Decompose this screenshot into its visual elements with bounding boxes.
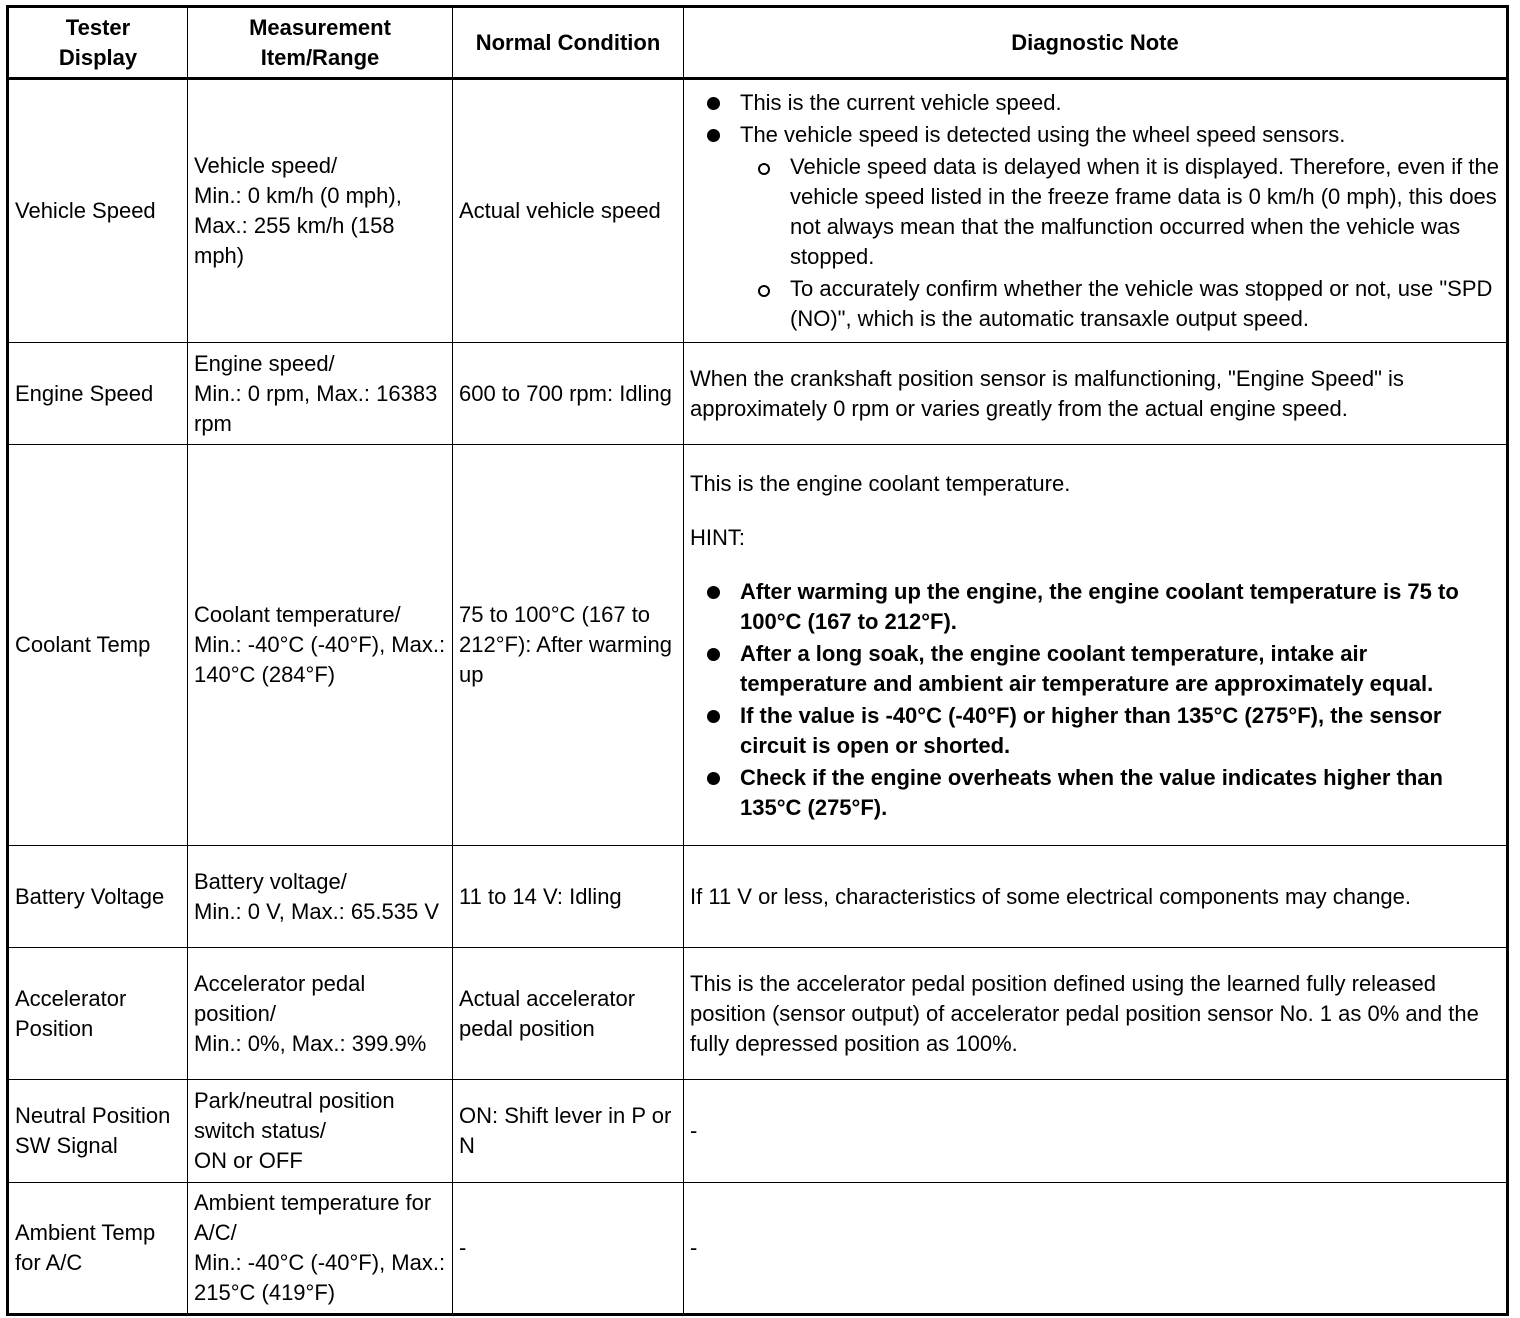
cell-range: Vehicle speed/ Min.: 0 km/h (0 mph), Max.: 255 km/h (158 mph) (188, 79, 453, 343)
data-list-table (6, 5, 1509, 1316)
bullet-icon (707, 772, 720, 785)
circle-bullet-icon (758, 163, 770, 175)
table-row-vehicle-speed (8, 79, 1508, 343)
table-row-battery-voltage (8, 846, 1508, 948)
cell-normal: Actual accelerator pedal position (453, 948, 684, 1080)
cell-normal: - (453, 1183, 684, 1315)
cell-range: Ambient temperature for A/C/ Min.: -40°C (-40°F), Max.: 215°C (419°F) (188, 1183, 453, 1315)
cell-range: Battery voltage/ Min.: 0 V, Max.: 65.535 V (188, 846, 453, 948)
bullet-text: If the value is -40°C (-40°F) or higher than 135°C (275°F), the sensor circuit is open or shorted. (740, 703, 1442, 758)
cell-display: Coolant Temp (8, 445, 188, 846)
list-item (690, 639, 1500, 699)
cell-normal: 11 to 14 V: Idling (453, 846, 684, 948)
list-item (740, 274, 1500, 334)
bullet-text: The vehicle speed is detected using the wheel speed sensors. (740, 122, 1346, 147)
bullet-icon (707, 710, 720, 723)
note-bullet-list (690, 88, 1500, 334)
header-diagnostic-note: Diagnostic Note (684, 7, 1508, 79)
bullet-text: To accurately confirm whether the vehicle was stopped or not, use "SPD (NO)", which is the automatic transaxle output speed. (790, 276, 1493, 331)
cell-note: If 11 V or less, characteristics of some electrical components may change. (684, 846, 1508, 948)
list-item (690, 88, 1500, 118)
cell-note (684, 445, 1508, 846)
cell-range: Accelerator pedal position/ Min.: 0%, Max.: 399.9% (188, 948, 453, 1080)
cell-display: Vehicle Speed (8, 79, 188, 343)
bullet-icon (707, 586, 720, 599)
note-intro: This is the engine coolant temperature. (690, 471, 1071, 496)
cell-display: Accelerator Position (8, 948, 188, 1080)
cell-range: Engine speed/ Min.: 0 rpm, Max.: 16383 rpm (188, 343, 453, 445)
note-sub-bullet-list (740, 152, 1500, 334)
cell-display: Neutral Position SW Signal (8, 1080, 188, 1183)
cell-display: Engine Speed (8, 343, 188, 445)
cell-range: Park/neutral position switch status/ ON or OFF (188, 1080, 453, 1183)
cell-display: Battery Voltage (8, 846, 188, 948)
table-row-neutral-position (8, 1080, 1508, 1183)
cell-note: - (684, 1080, 1508, 1183)
cell-normal: ON: Shift lever in P or N (453, 1080, 684, 1183)
hint-bullet-list (690, 577, 1500, 823)
table-row-ambient-temp (8, 1183, 1508, 1315)
hint-label: HINT: (690, 525, 745, 550)
cell-note: This is the accelerator pedal position defined using the learned fully released position (sensor output) of accelerator pedal position sensor No. 1 as 0% and the fully depressed position as 100%. (684, 948, 1508, 1080)
bullet-text: Check if the engine overheats when the value indicates higher than 135°C (275°F). (740, 765, 1443, 820)
bullet-text: After a long soak, the engine coolant temperature, intake air temperature and ambient air temperature are approximately equal. (740, 641, 1434, 696)
list-item (690, 577, 1500, 637)
cell-note (684, 79, 1508, 343)
cell-note: When the crankshaft position sensor is malfunctioning, "Engine Speed" is approximately 0 rpm or varies greatly from the actual engine speed. (684, 343, 1508, 445)
cell-normal: 75 to 100°C (167 to 212°F): After warming up (453, 445, 684, 846)
table-row-accelerator-position (8, 948, 1508, 1080)
list-item (740, 152, 1500, 272)
circle-bullet-icon (758, 285, 770, 297)
cell-display: Ambient Temp for A/C (8, 1183, 188, 1315)
table-row-coolant-temp (8, 445, 1508, 846)
cell-note: - (684, 1183, 1508, 1315)
bullet-text: Vehicle speed data is delayed when it is displayed. Therefore, even if the vehicle speed listed in the freeze frame data is 0 km/h (0 mph), this does not always mean that the malfunction occurred when the vehicle was stopped. (790, 154, 1499, 269)
cell-normal: 600 to 700 rpm: Idling (453, 343, 684, 445)
list-item (690, 701, 1500, 761)
bullet-text: This is the current vehicle speed. (740, 90, 1062, 115)
table-header-row (8, 7, 1508, 79)
header-tester-display: Tester Display (8, 7, 188, 79)
list-item (690, 763, 1500, 823)
cell-range: Coolant temperature/ Min.: -40°C (-40°F), Max.: 140°C (284°F) (188, 445, 453, 846)
cell-normal: Actual vehicle speed (453, 79, 684, 343)
bullet-text: After warming up the engine, the engine coolant temperature is 75 to 100°C (167 to 212°F). (740, 579, 1459, 634)
bullet-icon (707, 129, 720, 142)
header-normal-condition: Normal Condition (453, 7, 684, 79)
bullet-icon (707, 97, 720, 110)
list-item (690, 120, 1500, 334)
bullet-icon (707, 648, 720, 661)
header-measurement-item: Measurement Item/Range (188, 7, 453, 79)
table-row-engine-speed (8, 343, 1508, 445)
